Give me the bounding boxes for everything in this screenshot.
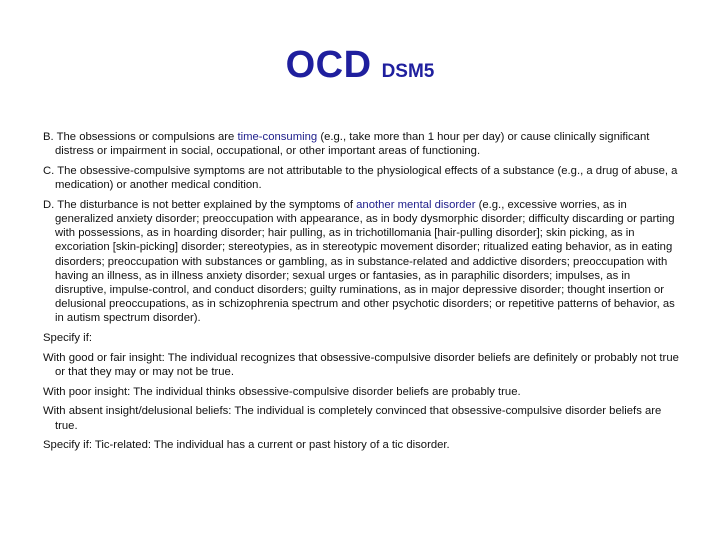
specifier-poor-insight — [43, 385, 679, 399]
specifier-good-insight-text: With good or fair insight: The individual recognizes that obsessive-compulsive disorder beliefs are definitely or probably not true or that they may or may not be true. — [43, 351, 679, 379]
specifier-tic-related — [43, 438, 679, 452]
specifier-good-insight — [43, 351, 679, 379]
specifier-absent-insight — [43, 404, 679, 432]
specifier-poor-insight-text: With poor insight: The individual thinks obsessive-compulsive disorder beliefs are probably true. — [43, 385, 521, 398]
criterion-c — [43, 164, 679, 192]
criteria-text — [43, 130, 679, 458]
criterion-c-text: C. The obsessive-compulsive symptoms are not attributable to the physiological effects of a substance (e.g., a drug of abuse, a medication) or another medical condition. — [43, 164, 678, 192]
criterion-b-rest: (e.g., take more than 1 hour per day) or cause clinically significant distress or impairment in social, occupational, or other important areas of functioning. — [55, 131, 650, 158]
specifier-tic-related-text: Specify if: Tic-related: The individual has a current or past history of a tic disorder. — [43, 439, 450, 452]
criterion-d-text: D. The disturbance is not better explained by the symptoms of — [43, 198, 357, 211]
title-main: OCD — [285, 44, 372, 86]
specifier-heading-text: Specify if: — [43, 332, 92, 345]
criterion-b-highlight: time-consuming — [237, 131, 318, 143]
specifier-heading — [43, 331, 679, 345]
criterion-d-highlight: another mental disorder — [356, 198, 476, 211]
specifier-absent-insight-text: With absent insight/delusional beliefs: The individual is completely convinced that obsessive-compulsive disorder beliefs are true. — [43, 405, 662, 432]
slide-title — [0, 44, 720, 87]
criterion-b — [43, 130, 679, 158]
criterion-d-rest: (e.g., excessive worries, as in generalized anxiety disorder; preoccupation with appearance, as in body dysmorphic disorder; difficulty discarding or parting with possessions, as in hoarding disorder; hair pulling, as in trichotillomania [hair-pulling disorder]; skin picking, as in excoriation [skin-picking] disorder; stereotypies, as in stereotypic movement disorder; ritualized eating behavior, as in eating disorders; preoccupation with substances or gambling, as in substance-related and addictive disorders; preoccupation with having an illness, as in illness anxiety disorder; sexual urges or fantasies, as in paraphilic disorders; impulses, as in disruptive, impulse-control, and conduct disorders; guilty ruminations, as in major depressive disorder; thought insertion or delusional preoccupations, as in schizophrenia spectrum and other psychotic disorders; or repetitive patterns of behavior, as in autism spectrum disorder). — [55, 198, 675, 325]
criterion-b-text: B. The obsessions or compulsions are — [43, 131, 238, 143]
criterion-d — [43, 198, 679, 326]
title-subtitle: DSM5 — [381, 61, 435, 82]
